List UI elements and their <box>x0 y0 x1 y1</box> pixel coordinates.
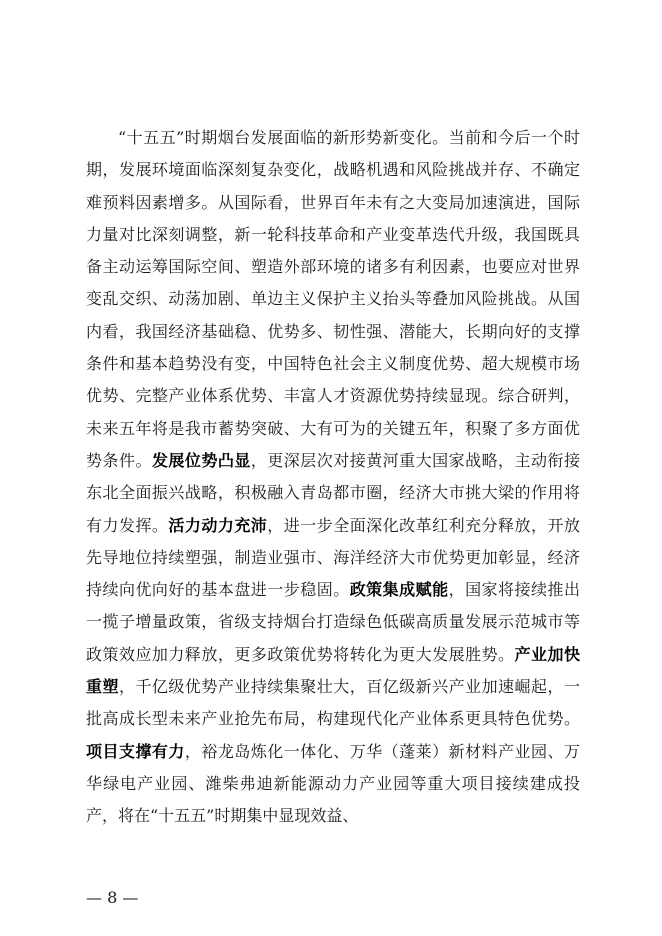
text-segment: ，进一步全面深化改革红利充分释放，开放先导地位持续塑强，制造业强市、海洋经济大市优势更加彰显，经济持续向优向好的基本盘进一步稳固。 <box>86 515 580 600</box>
text-segment: ，更深层次对接黄河重大国家战略，主动衔接东北全面振兴战略，积极融入青岛都市圈，经济大市挑大梁的作用将有力发挥。 <box>86 450 580 535</box>
text-segment: ，千亿级优势产业持续集聚壮大，百亿级新兴产业加速崛起，一批高成长型未来产业抢先布局，构建现代化产业体系更具特色优势。 <box>86 677 580 729</box>
emphasis-industry: 产业加快重塑 <box>86 644 580 697</box>
emphasis-vitality: 活力动力充沛 <box>168 515 268 535</box>
paragraph <box>86 122 580 833</box>
text-segment: ，裕龙岛炼化一体化、万华（蓬莱）新材料产业园、万华绿电产业园、潍柴弗迪新能源动力产业园等重大项目接续建成投产，将在“十五五”时期集中显现效益、 <box>86 741 580 826</box>
text-segment: “十五五”时期烟台发展面临的新形势新变化。当前和今后一个时期，发展环境面临深刻复杂变化，战略机遇和风险挑战并存、不确定难预料因素增多。从国际看，世界百年未有之大变局加速演进，国际力量对比深刻调整，新一轮科技革命和产业变革迭代升级，我国既具备主动运筹国际空间、塑造外部环境的诸多有利因素，也要应对世界变乱交织、动荡加剧、单边主义保护主义抬头等叠加风险挑战。从国内看，我国经济基础稳、优势多、韧性强、潜能大，长期向好的支撑条件和基本趋势没有变，中国特色社会主义制度优势、超大规模市场优势、完整产业体系优势、丰富人才资源优势持续显现。综合研判，未来五年将是我市蓄势突破、大有可为的关键五年，积聚了多方面优势条件。 <box>86 128 580 470</box>
emphasis-projects: 项目支撑有力 <box>86 741 185 761</box>
page-number: — 8 — <box>86 888 139 907</box>
emphasis-development-position: 发展位势凸显 <box>151 450 251 470</box>
emphasis-policy: 政策集成赋能 <box>349 580 449 600</box>
body-text <box>86 122 580 833</box>
text-segment: ，国家将接续推出一揽子增量政策，省级支持烟台打造绿色低碳高质量发展示范城市等政策效应加力释放，更多政策优势将转化为更大发展胜势。 <box>86 580 580 664</box>
